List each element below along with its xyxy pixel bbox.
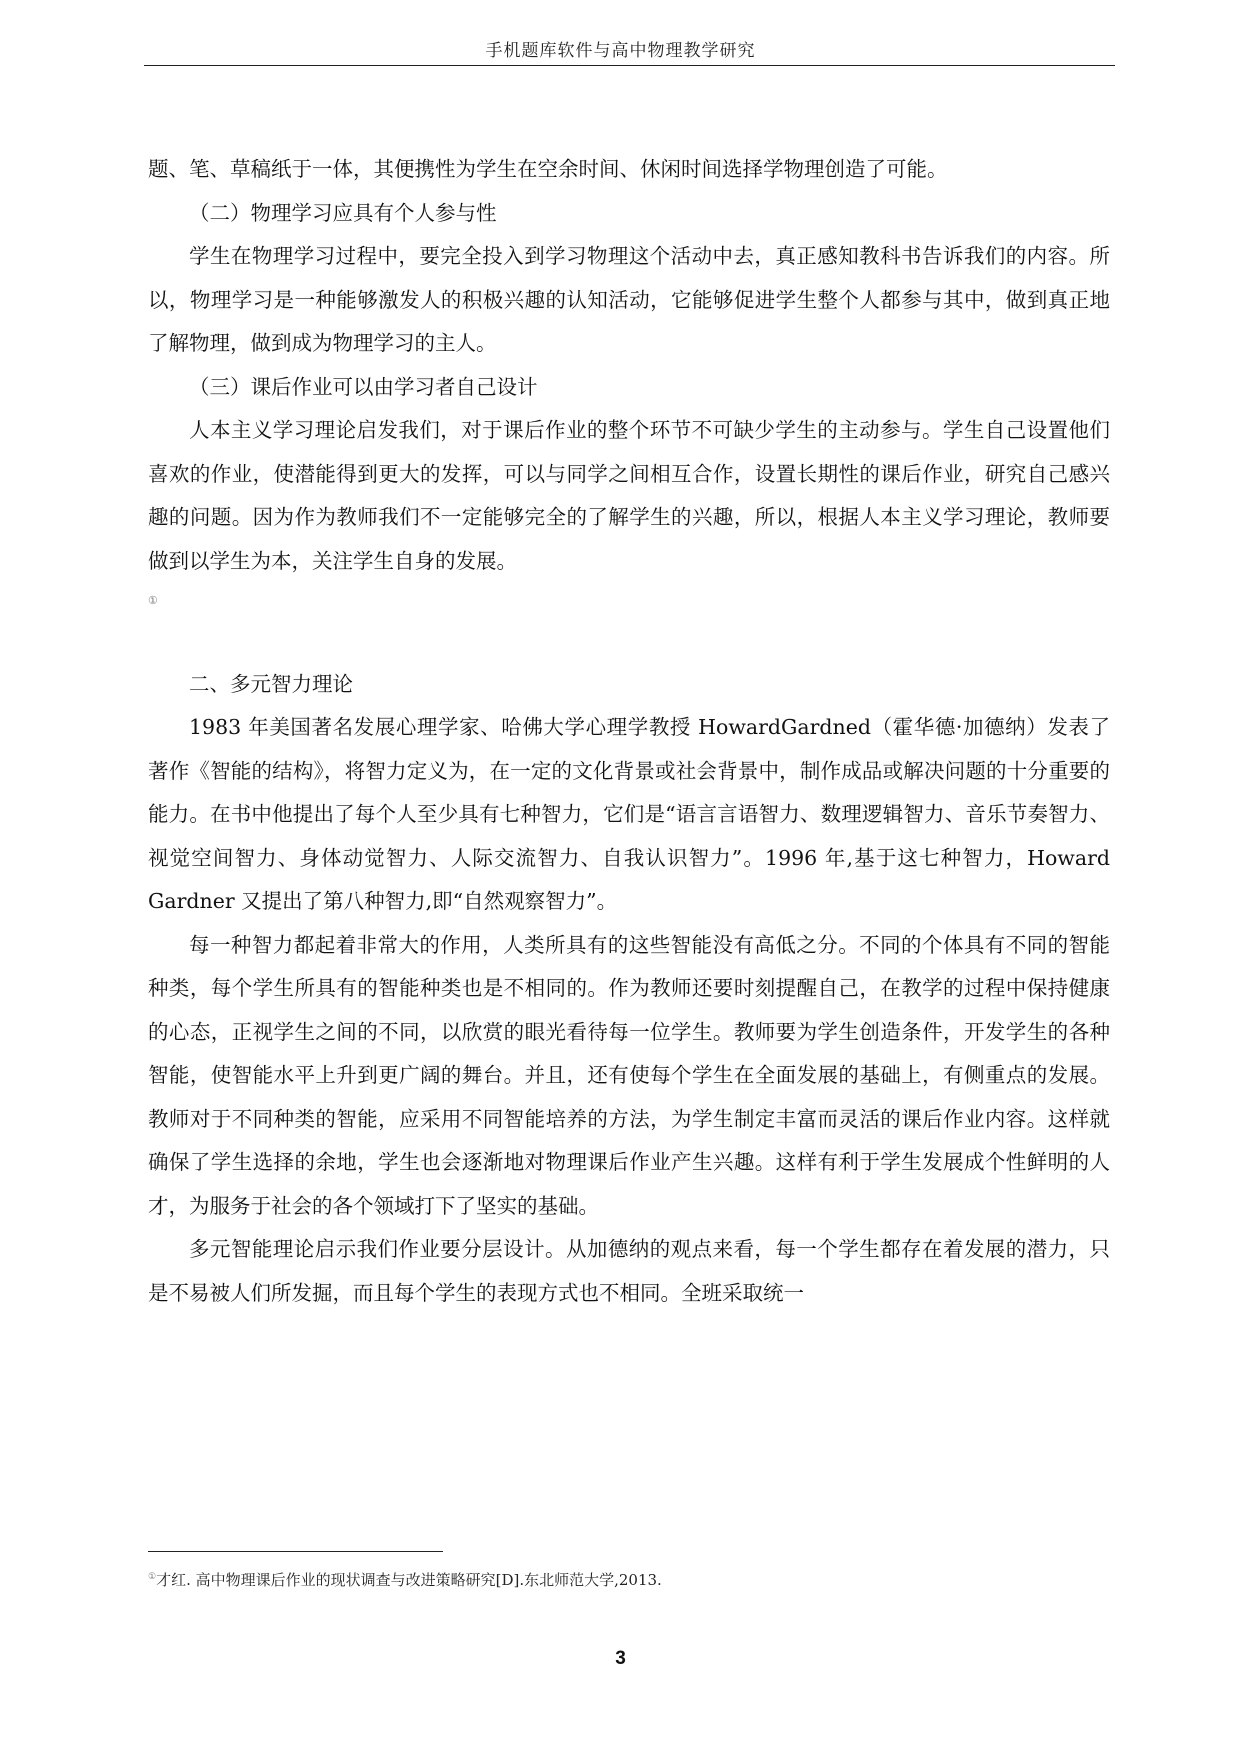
paragraph: 1983 年美国著名发展心理学家、哈佛大学心理学教授 HowardGardned（霍华德·加德纳）发表了著作《智能的结构》，将智力定义为，在一定的文化背景或社会背景中，制作成品或解决问题的十分重要的能力。在书中他提出了每个人至少具有七种智力，它们是“语言言语智力、数理逻辑智力、音乐节奏智力、视觉空间智力、身体动觉智力、人际交流智力、自我认识智力”。1996 年,基于这七种智力，Howard Gardner 又提出了第八种智力,即“自然观察智力”。	[148, 715, 1110, 913]
footnote	[148, 1569, 662, 1590]
paragraph: 每一种智力都起着非常大的作用，人类所具有的这些智能没有高低之分。不同的个体具有不同的智能种类，每个学生所具有的智能种类也是不相同的。作为教师还要时刻提醒自己，在教学的过程中保持健康的心态，正视学生之间的不同，以欣赏的眼光看待每一位学生。教师要为学生创造条件，开发学生的各种智能，使智能水平上升到更广阔的舞台。并且，还有使每个学生在全面发展的基础上，有侧重点的发展。教师对于不同种类的智能，应采用不同智能培养的方法，为学生制定丰富而灵活的课后作业内容。这样就确保了学生选择的余地，学生也会逐渐地对物理课后作业产生兴趣。这样有利于学生发展成个性鲜明的人才，为服务于社会的各个领域打下了坚实的基础。	[148, 932, 1110, 1218]
subheading-2: （二）物理学习应具有个人参与性	[189, 200, 497, 225]
body-text	[148, 148, 1110, 1315]
footnote-text: 才红. 高中物理课后作业的现状调查与改进策略研究[D].东北师范大学,2013.	[156, 1571, 662, 1589]
footnote-mark: ①	[148, 1572, 157, 1582]
paragraph: 人本主义学习理论启发我们，对于课后作业的整个环节不可缺少学生的主动参与。学生自己设置他们喜欢的作业，使潜能得到更大的发挥，可以与同学之间相互合作，设置长期性的课后作业，研究自己感兴趣的问题。因为作为教师我们不一定能够完全的了解学生的兴趣，所以，根据人本主义学习理论，教师要做到以学生为本，关注学生自身的发展。	[148, 418, 1110, 573]
footnote-divider	[148, 1551, 443, 1552]
subheading-3: （三）课后作业可以由学习者自己设计	[189, 374, 538, 399]
paragraph-continuation: 题、笔、草稿纸于一体，其便携性为学生在空余时间、休闲时间选择学物理创造了可能。	[148, 157, 948, 181]
paragraph: 多元智能理论启示我们作业要分层设计。从加德纳的观点来看，每一个学生都存在着发展的潜力，只是不易被人们所发掘，而且每个学生的表现方式也不相同。全班采取统一	[148, 1237, 1110, 1305]
paragraph: 学生在物理学习过程中，要完全投入到学习物理这个活动中去，真正感知教科书告诉我们的内容。所以，物理学习是一种能够激发人的积极兴趣的认知活动，它能够促进学生整个人都参与其中，做到真正地了解物理，做到成为物理学习的主人。	[148, 244, 1110, 355]
section-heading: 二、多元智力理论	[189, 671, 353, 696]
running-header: 手机题库软件与高中物理教学研究	[485, 41, 756, 61]
header-divider	[144, 65, 1115, 66]
footnote-reference-mark[interactable]: ①	[148, 594, 158, 607]
page-number: 3	[615, 1648, 626, 1669]
section-spacer	[148, 619, 1110, 663]
